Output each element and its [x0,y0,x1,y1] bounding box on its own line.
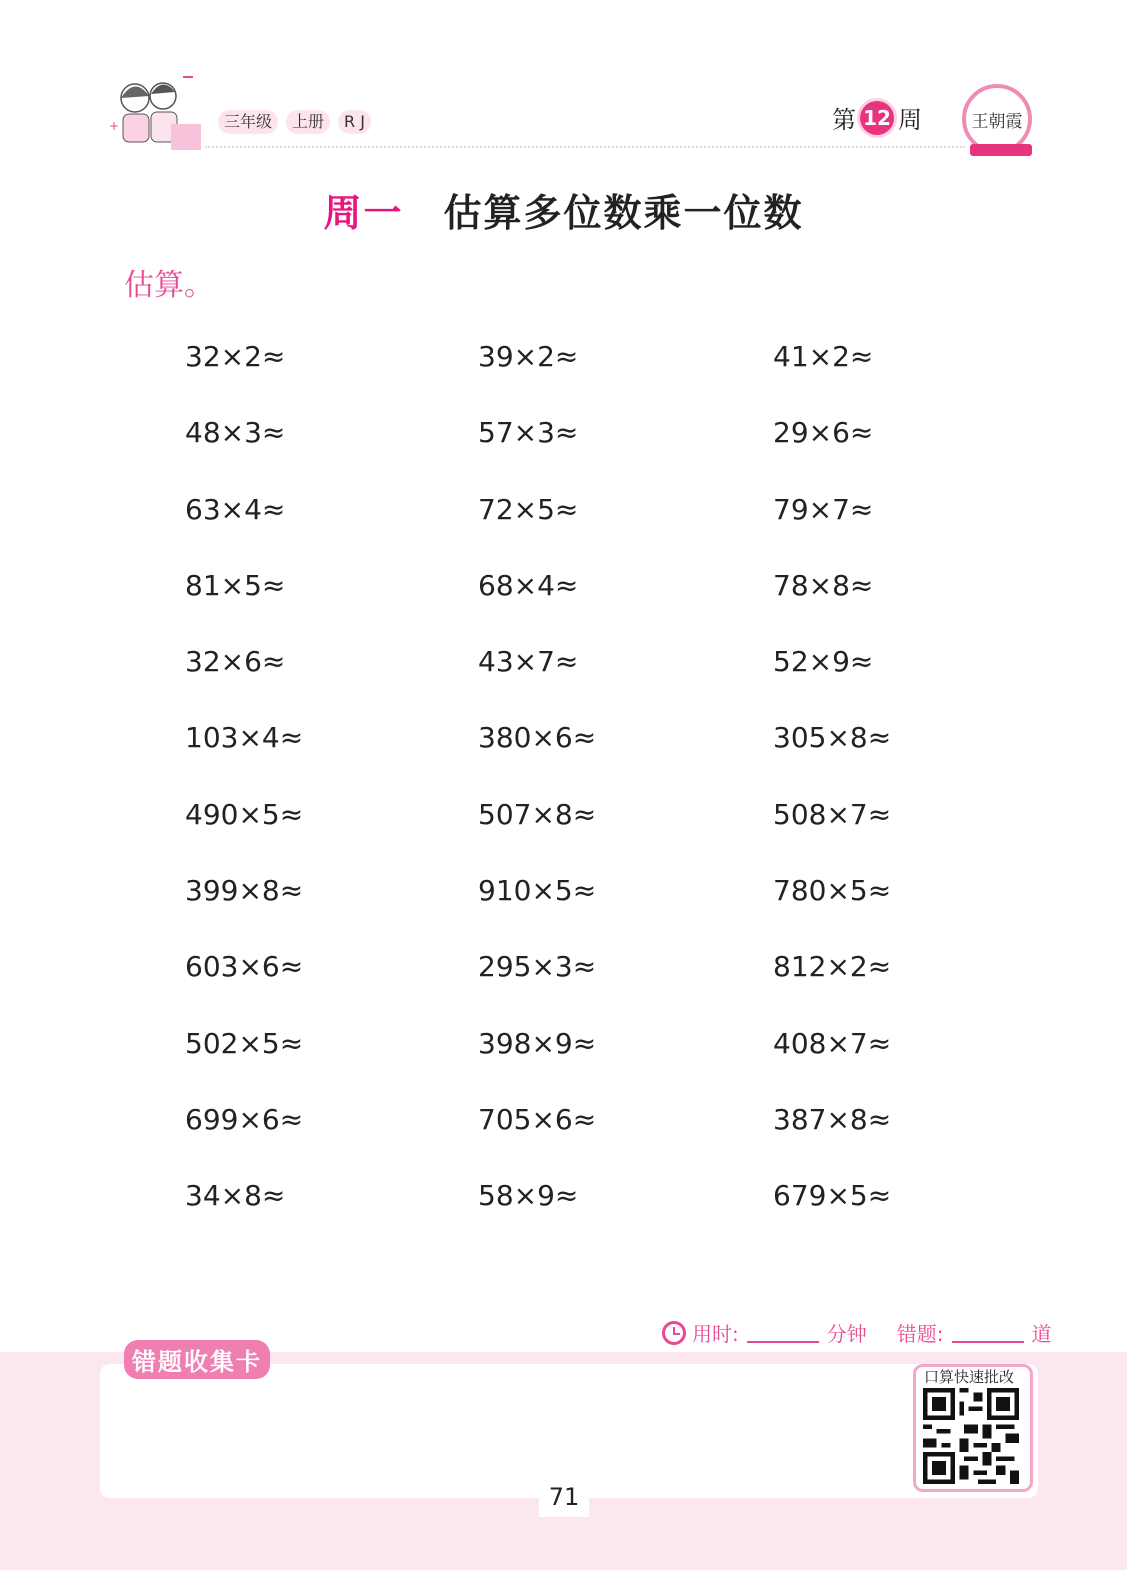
problem: 780×5≈ [773,874,892,908]
problem: 52×9≈ [773,645,874,679]
problem-row [185,1017,1085,1093]
problem: 63×4≈ [185,492,286,526]
problem: 295×3≈ [478,950,597,984]
problem-row [185,330,1085,406]
problem: 305×8≈ [773,721,892,755]
problem: 490×5≈ [185,797,304,831]
title-day: 周一 [323,191,404,235]
problem: 603×6≈ [185,950,304,984]
exercise-instruction: 估算。 [124,268,214,303]
problem: 43×7≈ [478,645,579,679]
title-topic: 估算多位数乘一位数 [443,191,804,235]
error-collection-title: 错题收集卡 [124,1340,270,1379]
problem: 34×8≈ [185,1179,286,1213]
page-number: 71 [539,1477,589,1517]
brand-text: 王朝霞 [971,111,1023,132]
problem: 41×2≈ [773,340,874,373]
brand-ribbon [970,144,1032,156]
stopwatch-icon [662,1321,686,1345]
problem: 58×9≈ [478,1179,579,1213]
grade-pill: 三年级 [218,110,278,134]
problem: 79×7≈ [773,492,874,526]
time-label: 用时: [692,1322,739,1346]
problem-row [185,864,1085,940]
problem: 39×2≈ [478,340,579,373]
week-indicator [832,100,922,135]
problem-row [185,559,1085,635]
grade-pills [218,110,371,134]
problem: 57×3≈ [478,416,579,450]
problem-row [185,711,1085,787]
week-number-badge: 12 [860,101,894,135]
problem: 103×4≈ [185,721,304,755]
svg-text:+: + [109,119,120,133]
problem: 32×6≈ [185,645,286,679]
problem: 380×6≈ [478,721,597,755]
problem-row [185,483,1085,559]
week-prefix: 第 [832,106,856,134]
problem-row [185,406,1085,482]
problem-grid [185,330,1085,1246]
problem: 812×2≈ [773,950,892,984]
page-title [0,182,1127,237]
problem: 398×9≈ [478,1026,597,1060]
problem: 699×6≈ [185,1102,304,1136]
problem: 910×5≈ [478,874,597,908]
problem: 399×8≈ [185,874,304,908]
problem: 48×3≈ [185,416,286,450]
problem: 408×7≈ [773,1026,892,1060]
errors-label: 错题: [896,1322,944,1346]
week-suffix: 周 [898,106,922,134]
problem-row [185,1169,1085,1245]
children-illustration [105,68,205,158]
problem-row [185,635,1085,711]
problem: 68×4≈ [478,568,579,602]
timing-record [662,1318,1052,1347]
errors-blank[interactable] [952,1323,1024,1343]
qr-code-icon[interactable] [922,1388,1020,1484]
problem: 387×8≈ [773,1102,892,1136]
edition-pill: R J [338,110,371,134]
problem: 81×5≈ [185,568,286,602]
problem: 507×8≈ [478,797,597,831]
problem: 508×7≈ [773,797,892,831]
volume-pill: 上册 [286,110,330,134]
qr-label: 口算快速批改 [924,1368,1015,1386]
problem-row [185,1093,1085,1169]
problem: 705×6≈ [478,1102,597,1136]
header-divider [205,146,965,148]
time-unit: 分钟 [826,1322,867,1346]
problem: 679×5≈ [773,1179,892,1213]
problem-row [185,940,1085,1016]
problem: 78×8≈ [773,568,874,602]
problem: 29×6≈ [773,416,874,450]
problem: 32×2≈ [185,340,286,373]
problem: 72×5≈ [478,492,579,526]
page-header [0,0,1127,170]
problem-row [185,788,1085,864]
time-blank[interactable] [747,1323,819,1343]
errors-unit: 道 [1031,1322,1052,1346]
problem: 502×5≈ [185,1026,304,1060]
